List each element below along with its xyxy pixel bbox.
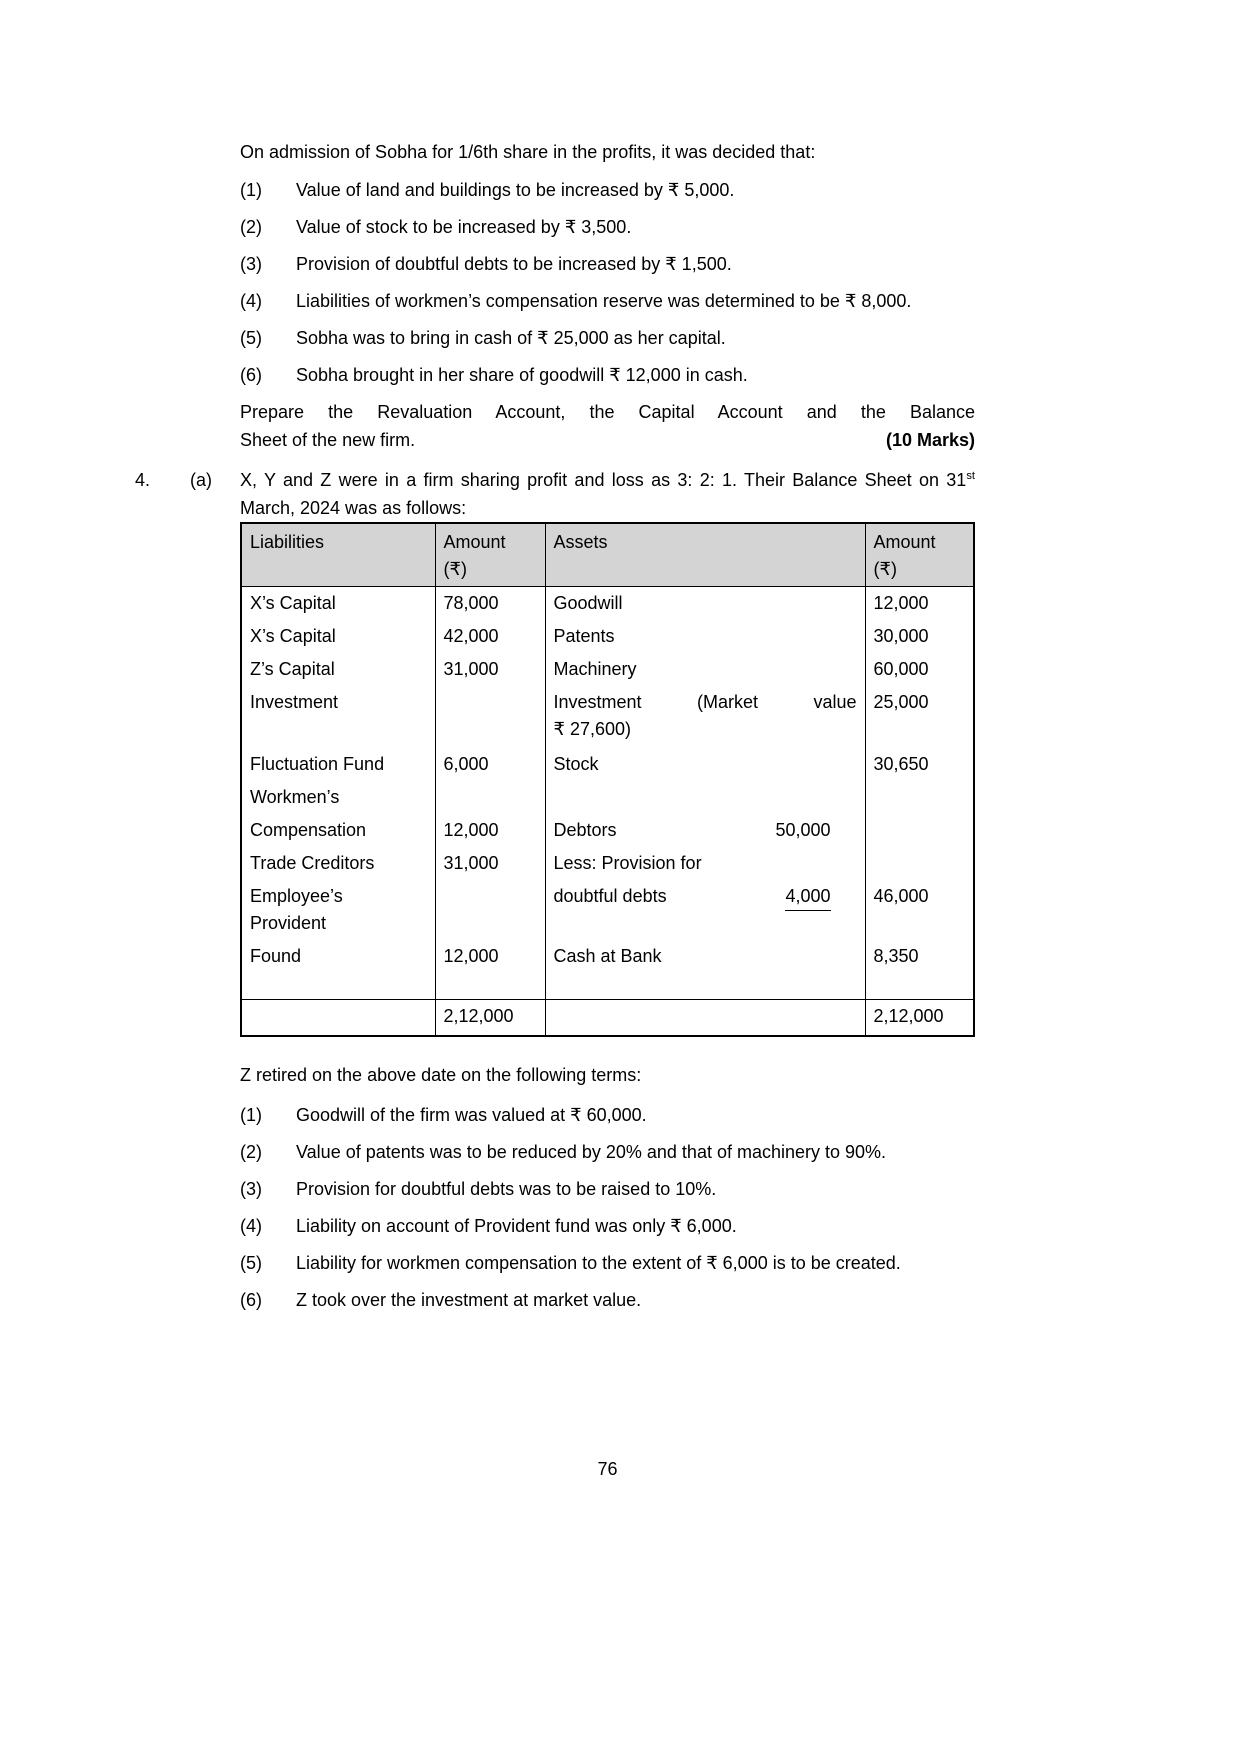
asset-cell: Machinery xyxy=(545,653,865,686)
table-header-row xyxy=(241,523,974,587)
item-marker: (4) xyxy=(240,291,262,311)
item-marker: (5) xyxy=(240,328,262,348)
item-text: Value of stock to be increased by ₹ 3,500. xyxy=(296,217,632,237)
liability-cell xyxy=(241,880,435,940)
total-assets: 2,12,000 xyxy=(865,999,974,1036)
asset-amount-cell xyxy=(865,781,974,814)
page-content xyxy=(135,138,975,1323)
list-item xyxy=(240,1212,975,1240)
closing-line-1: Prepare the Revaluation Account, the Capital Account and the Balance xyxy=(240,402,975,422)
asset-inner-amount-underlined: 4,000 xyxy=(785,883,830,911)
asset-amount-cell xyxy=(865,814,974,847)
question-heading xyxy=(135,466,975,522)
liability-cell: X’s Capital xyxy=(250,593,336,613)
item-text: Provision of doubtful debts to be increased by ₹ 1,500. xyxy=(296,254,732,274)
header-amount-label: Amount xyxy=(443,532,506,552)
asset-amount-cell xyxy=(865,847,974,880)
header-liabilities: Liabilities xyxy=(241,523,435,587)
question-text-pre: X, Y and Z were in a firm sharing profit and loss as 3: 2: 1. Their Balance Sheet on 31 xyxy=(240,470,967,490)
balance-sheet-row xyxy=(241,620,974,653)
balance-sheet-row xyxy=(241,880,974,940)
asset-cell xyxy=(545,686,865,748)
asset-cell: Cash at Bank xyxy=(545,940,865,973)
liability-cell: X’s Capital xyxy=(250,626,336,646)
asset-line-2: ₹ 27,600) xyxy=(553,719,632,739)
list-item xyxy=(240,250,975,278)
spacer-row xyxy=(241,973,974,999)
item-marker: (6) xyxy=(240,365,262,385)
item-text: Liability for workmen compensation to the extent of ₹ 6,000 is to be created. xyxy=(296,1253,901,1273)
asset-inner-amount: 50,000 xyxy=(775,820,831,840)
closing-paragraph xyxy=(240,398,975,454)
item-text: Sobha brought in her share of goodwill ₹ 12,000 in cash. xyxy=(296,365,748,385)
header-currency-label: (₹) xyxy=(443,559,467,579)
liability-amount-cell: 12,000 xyxy=(435,940,545,973)
list-item xyxy=(240,213,975,241)
closing-text: Sheet of the new firm. xyxy=(240,430,416,450)
balance-sheet-row xyxy=(241,781,974,814)
asset-cell xyxy=(545,814,865,847)
header-amount-right xyxy=(865,523,974,587)
list-item xyxy=(240,324,975,352)
question-part: (a) xyxy=(190,470,212,490)
liability-amount-cell: 12,000 xyxy=(435,814,545,847)
liability-amount-cell: 31,000 xyxy=(435,847,545,880)
asset-label: Debtors xyxy=(553,820,617,840)
page-number: 76 xyxy=(597,1459,618,1479)
item-marker: (2) xyxy=(240,217,262,237)
item-marker: (3) xyxy=(240,1179,262,1199)
asset-cell xyxy=(545,999,865,1036)
total-liabilities: 2,12,000 xyxy=(435,999,545,1036)
item-marker: (1) xyxy=(240,1105,262,1125)
balance-sheet-row xyxy=(241,686,974,748)
asset-amount-cell: 30,000 xyxy=(865,620,974,653)
item-marker: (4) xyxy=(240,1216,262,1236)
asset-amount-cell: 30,650 xyxy=(865,748,974,781)
item-text: Goodwill of the firm was valued at ₹ 60,000. xyxy=(296,1105,647,1125)
item-text: Z took over the investment at market value. xyxy=(296,1290,642,1310)
asset-cell: Stock xyxy=(545,748,865,781)
asset-amount-cell: 46,000 xyxy=(865,880,974,940)
asset-amount-cell: 8,350 xyxy=(865,940,974,973)
retirement-lead: Z retired on the above date on the following terms: xyxy=(240,1065,642,1085)
question-number: 4. xyxy=(135,470,151,490)
asset-amount-cell: 12,000 xyxy=(865,587,974,621)
item-text: Sobha was to bring in cash of ₹ 25,000 as her capital. xyxy=(296,328,726,348)
header-assets: Assets xyxy=(545,523,865,587)
asset-cell xyxy=(545,781,865,814)
item-marker: (5) xyxy=(240,1253,262,1273)
item-marker: (3) xyxy=(240,254,262,274)
list-item xyxy=(240,287,975,315)
liability-cell: Z’s Capital xyxy=(250,659,335,679)
admission-lead: On admission of Sobha for 1/6th share in the profits, it was decided that: xyxy=(240,142,816,162)
liability-line-1: Employee’s xyxy=(250,886,343,906)
item-text: Value of land and buildings to be increased by ₹ 5,000. xyxy=(296,180,735,200)
totals-row xyxy=(241,999,974,1036)
liability-cell: Workmen’s xyxy=(250,787,340,807)
liability-amount-cell: 31,000 xyxy=(435,653,545,686)
item-text: Provision for doubtful debts was to be raised to 10%. xyxy=(296,1179,717,1199)
asset-cell: Less: Provision for xyxy=(545,847,865,880)
asset-amount-cell: 60,000 xyxy=(865,653,974,686)
question-text xyxy=(240,466,975,522)
liability-amount-cell: 42,000 xyxy=(435,620,545,653)
liability-amount-cell: 78,000 xyxy=(435,587,545,621)
balance-sheet-row xyxy=(241,587,974,621)
item-text: Liabilities of workmen’s compensation reserve was determined to be ₹ 8,000. xyxy=(296,291,912,311)
item-marker: (1) xyxy=(240,180,262,200)
question-text-post: March, 2024 was as follows: xyxy=(240,498,467,518)
list-item xyxy=(240,361,975,389)
liability-cell: Compensation xyxy=(250,820,367,840)
asset-cell: Goodwill xyxy=(545,587,865,621)
liability-cell: Trade Creditors xyxy=(250,853,375,873)
balance-sheet-table xyxy=(240,522,975,1037)
list-item xyxy=(240,1175,975,1203)
liability-cell: Investment xyxy=(250,692,339,712)
header-amount-label: Amount xyxy=(873,532,936,552)
balance-sheet-row xyxy=(241,748,974,781)
list-item xyxy=(240,1101,975,1129)
liability-cell xyxy=(241,999,435,1036)
liability-amount-cell xyxy=(435,686,545,748)
balance-sheet-row xyxy=(241,653,974,686)
list-item xyxy=(240,1249,975,1277)
liability-amount-cell: 6,000 xyxy=(435,748,545,781)
header-amount-left xyxy=(435,523,545,587)
ordinal-suffix: st xyxy=(966,470,975,482)
liability-amount-cell xyxy=(435,880,545,940)
balance-sheet-row xyxy=(241,814,974,847)
marks-label: (10 Marks) xyxy=(885,430,975,450)
asset-line-1: Investment (Market value xyxy=(553,692,857,712)
list-item xyxy=(240,1138,975,1166)
liability-amount-cell xyxy=(435,781,545,814)
asset-cell: Patents xyxy=(545,620,865,653)
header-currency-label: (₹) xyxy=(873,559,897,579)
list-item xyxy=(240,176,975,204)
asset-label: doubtful debts xyxy=(553,886,667,906)
item-marker: (6) xyxy=(240,1290,262,1310)
closing-line-2 xyxy=(240,426,975,454)
liability-line-2: Provident xyxy=(250,913,327,933)
item-text: Value of patents was to be reduced by 20% and that of machinery to 90%. xyxy=(296,1142,887,1162)
list-item xyxy=(240,1286,975,1314)
asset-amount-cell: 25,000 xyxy=(865,686,974,748)
balance-sheet-row xyxy=(241,940,974,973)
item-marker: (2) xyxy=(240,1142,262,1162)
balance-sheet-row xyxy=(241,847,974,880)
item-text: Liability on account of Provident fund was only ₹ 6,000. xyxy=(296,1216,737,1236)
liability-cell: Found xyxy=(250,946,302,966)
asset-cell xyxy=(545,880,865,940)
liability-cell: Fluctuation Fund xyxy=(250,754,385,774)
